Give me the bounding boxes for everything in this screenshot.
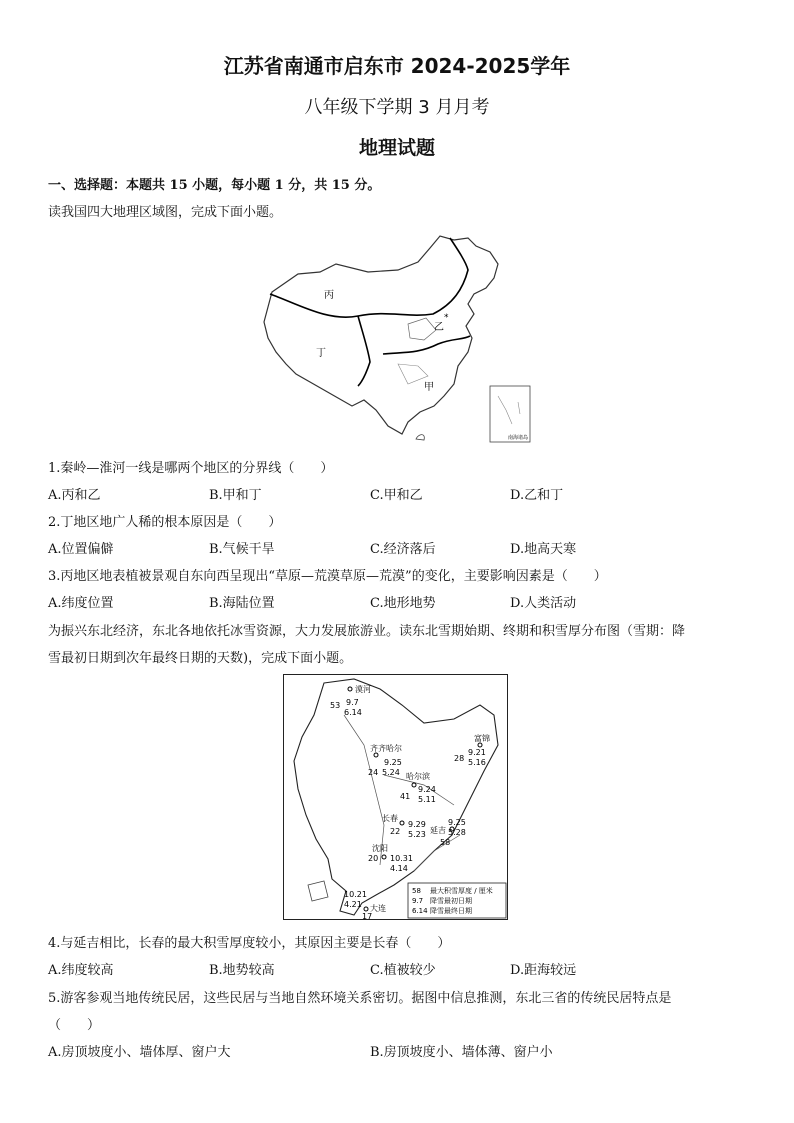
question-2-stem: 2.丁地区地广人稀的根本原因是（ ） [48, 515, 282, 530]
station-start: 9.24 [418, 785, 436, 794]
station-end: 4.14 [390, 864, 408, 873]
station-start: 10.21 [344, 890, 367, 899]
q2-option-a[interactable]: A.位置偏僻 [48, 542, 114, 557]
station-name: 富锦 [474, 734, 490, 743]
svg-text:*: * [444, 313, 449, 323]
inset-frame [490, 386, 530, 442]
map2-legend [408, 883, 506, 918]
station-harbin [400, 771, 436, 804]
boundary-qinghai [358, 316, 370, 386]
station-end: 5.23 [408, 830, 426, 839]
inset-label: 南海诸岛 [508, 435, 529, 441]
station-name: 大连 [370, 904, 386, 913]
q2-option-b[interactable]: B.气候干旱 [209, 542, 275, 557]
station-yanji [430, 818, 466, 847]
station-end: 5.24 [382, 768, 400, 777]
q5-option-a[interactable]: A.房顶坡度小、墙体厚、窗户大 [48, 1045, 231, 1060]
legend-key-depth: 58 [412, 887, 421, 895]
station-mohe [330, 684, 371, 717]
northeast-outline [294, 679, 498, 915]
q3-option-d[interactable]: D.人类活动 [510, 596, 577, 611]
legend-text-depth: 最大积雪厚度 / 厘米 [430, 887, 493, 895]
region-label-yi: 乙 [434, 322, 444, 333]
station-name: 沈阳 [372, 844, 388, 853]
station-end: 5.16 [468, 758, 486, 767]
q1-option-c[interactable]: C.甲和乙 [370, 488, 423, 503]
q3-option-c[interactable]: C.地形地势 [370, 596, 436, 611]
station-start: 10.31 [390, 854, 413, 863]
station-qiqihar [368, 743, 402, 777]
q1-option-d[interactable]: D.乙和丁 [510, 488, 564, 503]
section-heading: 一、选择题：本题共 15 小题，每小题 1 分，共 15 分。 [48, 178, 381, 193]
station-depth: 24 [368, 768, 379, 777]
station-name: 哈尔滨 [406, 772, 430, 781]
station-changchun [382, 813, 426, 839]
station-end: 5.28 [448, 828, 466, 837]
legend-key-end: 6.14 [412, 907, 428, 915]
title-line-3: 地理试题 [358, 137, 435, 159]
q4-option-a[interactable]: A.纬度较高 [48, 963, 114, 978]
q4-option-c[interactable]: C.植被较少 [370, 963, 436, 978]
question-3-stem: 3.丙地区地表植被景观自东向西呈现出“草原—荒漠草原—荒漠”的变化，主要影响因素是（ ） [48, 569, 607, 584]
station-depth: 53 [330, 701, 341, 710]
station-name: 长春 [382, 814, 398, 823]
q2-option-c[interactable]: C.经济落后 [370, 542, 436, 557]
station-start: 9.7 [346, 698, 359, 707]
question-5-stem: 5.游客参观当地传统民居，这些民居与当地自然环境关系密切。据图中信息推测，东北三省的传统民居特点是 [48, 991, 672, 1006]
region-label-bing: 丙 [324, 290, 334, 301]
boundary-qinling [383, 336, 470, 354]
title-line-1: 江苏省南通市启东市 2024-2025学年 [223, 54, 571, 78]
station-depth: 17 [362, 912, 373, 919]
station-start: 9.21 [468, 748, 486, 757]
passage-2-line-1: 为振兴东北经济，东北各地依托冰雪资源，大力发展旅游业。读东北雪期始期、终期和积雪厚分布图（雪期：降 [48, 624, 686, 639]
station-start: 9.29 [408, 820, 426, 829]
q5-option-b[interactable]: B.房顶坡度小、墙体薄、窗户小 [370, 1045, 553, 1060]
question-4-stem: 4.与延吉相比，长春的最大积雪厚度较小，其原因主要是长春（ ） [48, 936, 451, 951]
region-label-ding: 丁 [316, 348, 326, 359]
station-start: 9.25 [448, 818, 466, 827]
station-shenyang [368, 843, 413, 873]
china-regions-map [258, 234, 533, 444]
q1-option-b[interactable]: B.甲和丁 [209, 488, 262, 503]
china-outline [264, 236, 498, 434]
title-line-2: 八年级下学期 3 月月考 [304, 97, 490, 118]
station-depth: 20 [368, 854, 379, 863]
boundary-north [270, 238, 468, 317]
question-5-stem-cont: （ ） [48, 1018, 101, 1033]
legend-key-start: 9.7 [412, 897, 424, 905]
question-1-stem: 1.秦岭—淮河一线是哪两个地区的分界线（ ） [48, 461, 334, 476]
northeast-snow-map [283, 674, 508, 920]
section-intro: 读我国四大地理区域图，完成下面小题。 [48, 205, 283, 220]
q2-option-d[interactable]: D.地高天寒 [510, 542, 577, 557]
region-label-jia: 甲 [424, 382, 434, 393]
station-name: 漠河 [355, 685, 371, 694]
station-depth: 28 [454, 754, 465, 763]
legend-text-end: 降雪最终日期 [430, 907, 472, 915]
station-dalian [344, 890, 386, 919]
station-fujin [454, 733, 490, 767]
station-name: 齐齐哈尔 [370, 744, 402, 753]
q3-option-a[interactable]: A.纬度位置 [48, 596, 114, 611]
station-end: 4.21 [344, 900, 362, 909]
legend-text-start: 降雪最初日期 [430, 897, 472, 905]
passage-2-line-2: 雪最初日期到次年最终日期的天数)，完成下面小题。 [48, 651, 353, 666]
station-depth: 58 [440, 838, 451, 847]
station-end: 5.11 [418, 795, 436, 804]
station-depth: 41 [400, 792, 411, 801]
station-start: 9.25 [384, 758, 402, 767]
q3-option-b[interactable]: B.海陆位置 [209, 596, 275, 611]
station-name: 延吉 [430, 826, 446, 835]
q1-option-a[interactable]: A.丙和乙 [48, 488, 101, 503]
station-depth: 22 [390, 827, 401, 836]
q4-option-d[interactable]: D.距海较远 [510, 963, 577, 978]
q4-option-b[interactable]: B.地势较高 [209, 963, 275, 978]
station-end: 6.14 [344, 708, 362, 717]
